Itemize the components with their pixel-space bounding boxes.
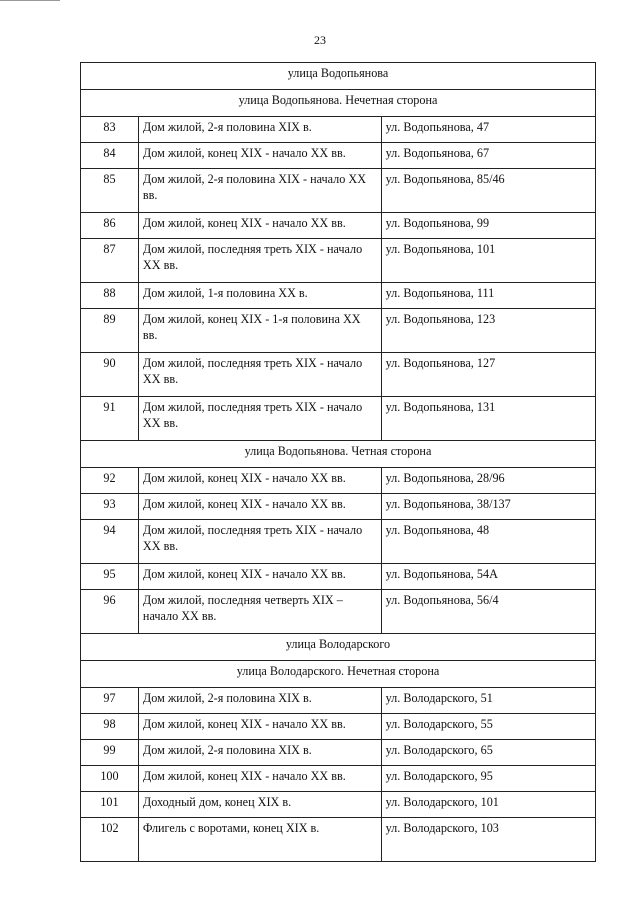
table-row [81, 564, 596, 590]
street-heading: улица Володарского [81, 634, 596, 661]
row-description: Доходный дом, конец XIX в. [138, 792, 381, 818]
row-number: 96 [81, 590, 139, 634]
row-description: Дом жилой, конец XIX - 1-я половина XX вв. [138, 309, 381, 353]
row-number: 87 [81, 239, 139, 283]
row-description: Дом жилой, конец XIX - начало XX вв. [138, 766, 381, 792]
table-row [81, 688, 596, 714]
row-number: 99 [81, 740, 139, 766]
row-description: Дом жилой, последняя треть XIX - начало XX вв. [138, 239, 381, 283]
row-description: Дом жилой, последняя треть XIX - начало XX вв. [138, 397, 381, 441]
row-number: 88 [81, 283, 139, 309]
row-number: 91 [81, 397, 139, 441]
row-address: ул. Володарского, 65 [381, 740, 595, 766]
table-row [81, 309, 596, 353]
row-description: Дом жилой, последняя треть XIX - начало XX вв. [138, 353, 381, 397]
heritage-registry-table [80, 62, 596, 862]
row-description: Флигель с воротами, конец XIX в. [138, 818, 381, 862]
row-address: ул. Водопьянова, 28/96 [381, 468, 595, 494]
row-number: 86 [81, 213, 139, 239]
row-address: ул. Водопьянова, 67 [381, 143, 595, 169]
row-address: ул. Водопьянова, 47 [381, 117, 595, 143]
row-description: Дом жилой, последняя треть XIX - начало XX вв. [138, 520, 381, 564]
row-description: Дом жилой, конец XIX - начало XX вв. [138, 564, 381, 590]
row-number: 98 [81, 714, 139, 740]
row-number: 101 [81, 792, 139, 818]
row-number: 97 [81, 688, 139, 714]
row-address: ул. Водопьянова, 85/46 [381, 169, 595, 213]
side-heading: улица Водопьянова. Нечетная сторона [81, 90, 596, 117]
row-description: Дом жилой, 2-я половина XIX в. [138, 740, 381, 766]
row-number: 94 [81, 520, 139, 564]
table-row [81, 520, 596, 564]
row-address: ул. Водопьянова, 54А [381, 564, 595, 590]
row-address: ул. Володарского, 101 [381, 792, 595, 818]
row-address: ул. Володарского, 51 [381, 688, 595, 714]
row-description: Дом жилой, 2-я половина XIX в. [138, 688, 381, 714]
table-row [81, 766, 596, 792]
row-number: 83 [81, 117, 139, 143]
table-row [81, 213, 596, 239]
row-address: ул. Водопьянова, 38/137 [381, 494, 595, 520]
row-description: Дом жилой, конец XIX - начало XX вв. [138, 714, 381, 740]
row-address: ул. Водопьянова, 131 [381, 397, 595, 441]
table-row [81, 714, 596, 740]
side-heading: улица Водопьянова. Четная сторона [81, 441, 596, 468]
row-address: ул. Володарского, 55 [381, 714, 595, 740]
table-row [81, 353, 596, 397]
row-number: 90 [81, 353, 139, 397]
row-number: 89 [81, 309, 139, 353]
row-number: 100 [81, 766, 139, 792]
page-number: 23 [314, 33, 326, 47]
row-description: Дом жилой, конец XIX - начало XX вв. [138, 468, 381, 494]
street-heading: улица Водопьянова [81, 63, 596, 90]
row-number: 84 [81, 143, 139, 169]
row-number: 92 [81, 468, 139, 494]
row-description: Дом жилой, конец XIX - начало XX вв. [138, 143, 381, 169]
row-address: ул. Володарского, 103 [381, 818, 595, 862]
row-description: Дом жилой, конец XIX - начало XX вв. [138, 213, 381, 239]
table-row [81, 740, 596, 766]
table-row [81, 283, 596, 309]
row-address: ул. Водопьянова, 56/4 [381, 590, 595, 634]
table-row [81, 143, 596, 169]
row-description: Дом жилой, конец XIX - начало XX вв. [138, 494, 381, 520]
row-number: 93 [81, 494, 139, 520]
table-row [81, 117, 596, 143]
table-row [81, 494, 596, 520]
row-description: Дом жилой, 2-я половина XIX в. [138, 117, 381, 143]
row-number: 95 [81, 564, 139, 590]
row-description: Дом жилой, последняя четверть XIX – начало XX вв. [138, 590, 381, 634]
row-description: Дом жилой, 2-я половина XIX - начало XX вв. [138, 169, 381, 213]
row-description: Дом жилой, 1-я половина XX в. [138, 283, 381, 309]
table-row [81, 818, 596, 862]
row-address: ул. Володарского, 95 [381, 766, 595, 792]
table-row [81, 792, 596, 818]
row-address: ул. Водопьянова, 111 [381, 283, 595, 309]
table-row [81, 590, 596, 634]
table-row [81, 397, 596, 441]
row-number: 85 [81, 169, 139, 213]
row-address: ул. Водопьянова, 123 [381, 309, 595, 353]
table-row [81, 169, 596, 213]
row-address: ул. Водопьянова, 101 [381, 239, 595, 283]
table-row [81, 468, 596, 494]
table-row [81, 239, 596, 283]
page-corner-mark [0, 0, 60, 9]
side-heading: улица Володарского. Нечетная сторона [81, 661, 596, 688]
row-address: ул. Водопьянова, 127 [381, 353, 595, 397]
row-address: ул. Водопьянова, 99 [381, 213, 595, 239]
row-number: 102 [81, 818, 139, 862]
row-address: ул. Водопьянова, 48 [381, 520, 595, 564]
